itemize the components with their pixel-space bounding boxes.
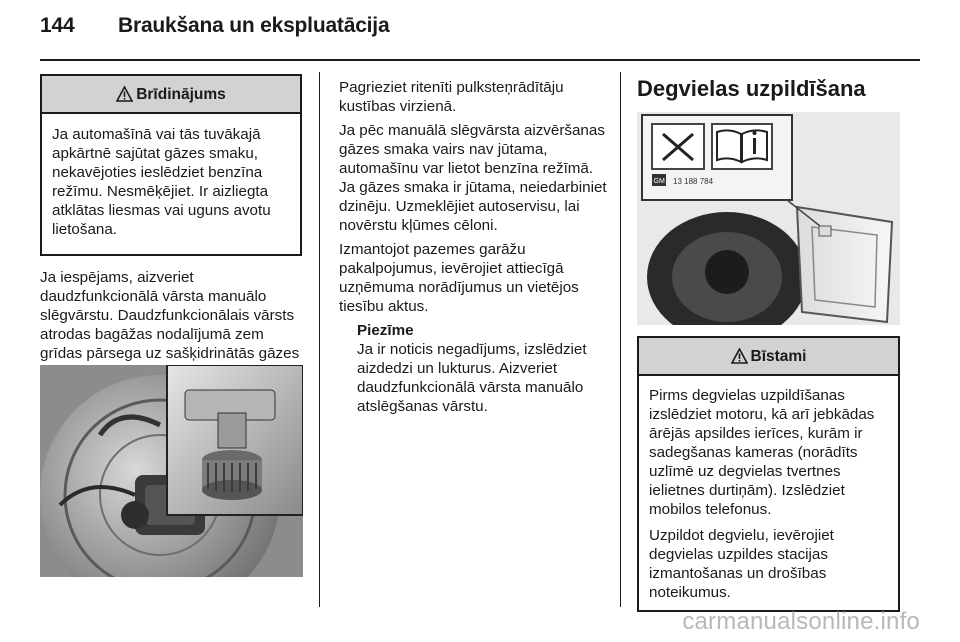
left-column	[40, 74, 302, 387]
middle-paragraph-3: Izmantojot pazemes garāžu pakalpojumus, ievērojiet attiecīgā uzņēmuma norādījumus un vietējos tiesību aktus.	[339, 241, 579, 315]
watermark: carmanualsonline.info	[682, 608, 920, 635]
chapter-title: Braukšana un ekspluatācija	[118, 14, 390, 37]
left-paragraph: Ja iespējams, aizveriet daudzfunkcionālā vārsta manuālo slēgvārstu. Daudzfunkcionālais vārsts atrodas bagāžas nodalījumā zem grīdas pārsega uz sašķidrinātās gāzes	[40, 269, 300, 362]
note-block	[357, 321, 607, 416]
middle-paragraph-1: Pagrieziet ritenīti pulksteņrādītāju kustības virzienā.	[339, 79, 564, 115]
warning-triangle-icon	[116, 86, 133, 102]
middle-column	[339, 78, 607, 416]
warning-box-title: Brīdinājums	[136, 85, 226, 103]
page-header	[40, 14, 389, 38]
page-number: 144	[40, 14, 75, 37]
warning-box	[40, 74, 302, 256]
column-divider-left	[319, 72, 320, 607]
note-text: Ja ir noticis negadījums, izslēdziet aizdedzi un lukturus. Aizveriet daudzfunkcionālā vārsta manuālo atslēgšanas vārstu.	[357, 341, 587, 415]
middle-paragraph-2: Ja pēc manuālā slēgvārsta aizvēršanas gāzes smaka vairs nav jūtama, automašīnu var lietot benzīna režīmā. Ja gāzes smaka ir jūtama, neiedarbiniet dzinēju. Uzmeklējiet autoservisu, lai novērstu kļūmes cēloni.	[339, 122, 607, 234]
warning-box-text: Ja automašīnā vai tās tuvākajā apkārtnē sajūtat gāzes smaku, nekavējoties ieslēdziet benzīna režīmu. Nesmēķējiet. Ir aizliegta atklātas liesmas vai uguns avotu lietošana.	[52, 126, 271, 238]
danger-column	[637, 336, 900, 612]
label-brand: GM	[653, 178, 665, 185]
danger-paragraph-2: Uzpildot degvielu, ievērojiet degvielas uzpildes stacijas izmantošanas un drošības noteikumus.	[649, 527, 834, 601]
danger-box-header	[639, 338, 898, 376]
header-rule	[40, 59, 920, 61]
warning-triangle-icon	[731, 348, 748, 364]
danger-box	[637, 336, 900, 612]
section-title: Degvielas uzpildīšana	[637, 76, 866, 101]
valve-illustration	[40, 365, 303, 577]
right-column	[637, 76, 900, 102]
danger-paragraph-1: Pirms degvielas uzpildīšanas izslēdziet motoru, kā arī jebkādas ārējās apsildes ierīces, kurām ir sadegšanas kameras (norādīts uzlīmē uz degvielas tvertnes ielietnes durtiņām). Izslēdziet mobilos telefonus.	[649, 387, 875, 518]
warning-box-header	[42, 76, 300, 114]
danger-box-title: Bīstami	[750, 347, 807, 365]
label-code: 13 188 784	[673, 177, 714, 186]
note-title: Piezīme	[357, 322, 414, 339]
fuel-flap-illustration	[637, 112, 900, 325]
column-divider-right	[620, 72, 621, 607]
